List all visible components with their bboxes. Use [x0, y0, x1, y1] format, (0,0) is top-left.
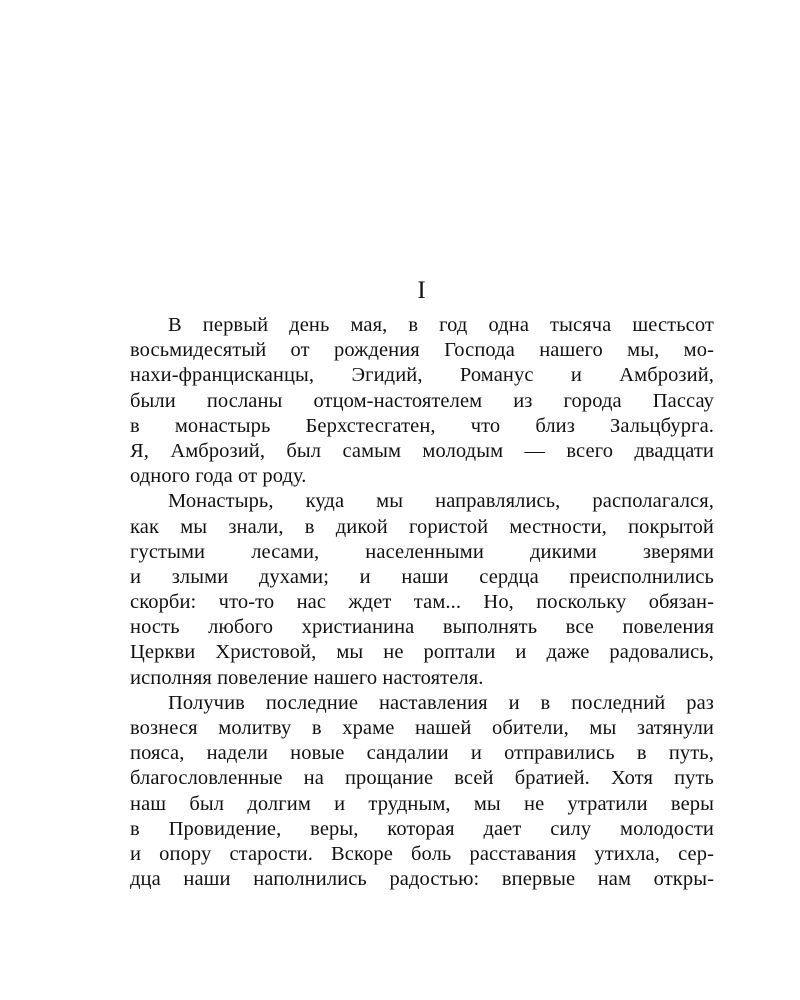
- text-line: исполняя повеление нашего настоятеля.: [130, 666, 484, 689]
- text-line: дца наши наполнились радостью: впервые нам откры-: [130, 868, 714, 891]
- text-line: благословленные на прощание всей братией. Хотя путь: [130, 767, 714, 790]
- chapter-heading: I: [417, 277, 426, 304]
- text-line: нахи-францисканцы, Эгидий, Романус и Амброзий,: [130, 364, 714, 387]
- text-line: в монастырь Берхстесгатен, что близ Зальцбурга.: [130, 414, 714, 437]
- text-line: и злыми духами; и наши сердца преисполнились: [130, 565, 714, 588]
- text-line: и опору старости. Вскоре боль расставания утихла, сер-: [130, 842, 714, 865]
- text-line: были посланы отцом-настоятелем из города Пассау: [130, 389, 714, 412]
- text-line: пояса, надели новые сандалии и отправились в путь,: [130, 742, 714, 765]
- text-line: вознеся молитву в храме нашей обители, мы затянули: [130, 717, 714, 739]
- text-line: восьмидесятый от рождения Господа нашего мы, мо-: [130, 339, 714, 362]
- text-line: Получив последние наставления и в последний раз: [168, 691, 714, 714]
- text-line: Церкви Христовой, мы не роптали и даже радовались,: [130, 641, 714, 664]
- text-line: как мы знали, в дикой гористой местности, покрытой: [130, 515, 714, 538]
- chapter-text: [130, 313, 714, 892]
- text-line: ность любого христианина выполнять все повеления: [130, 616, 714, 639]
- text-line: Я, Амброзий, был самым молодым — всего двадцати: [130, 439, 714, 462]
- text-line: В первый день мая, в год одна тысяча шестьсот: [168, 314, 714, 336]
- text-line: густыми лесами, населенными дикими зверями: [130, 540, 714, 563]
- text-line: Монастырь, куда мы направлялись, располагался,: [168, 490, 714, 513]
- text-line: скорби: что-то нас ждет там... Но, поскольку обязан-: [130, 591, 714, 614]
- text-line: в Провидение, веры, которая дает силу молодости: [130, 817, 714, 840]
- text-line: наш был долгим и трудным, мы не утратили веры: [130, 792, 714, 815]
- text-line: одного года от роду.: [130, 465, 307, 488]
